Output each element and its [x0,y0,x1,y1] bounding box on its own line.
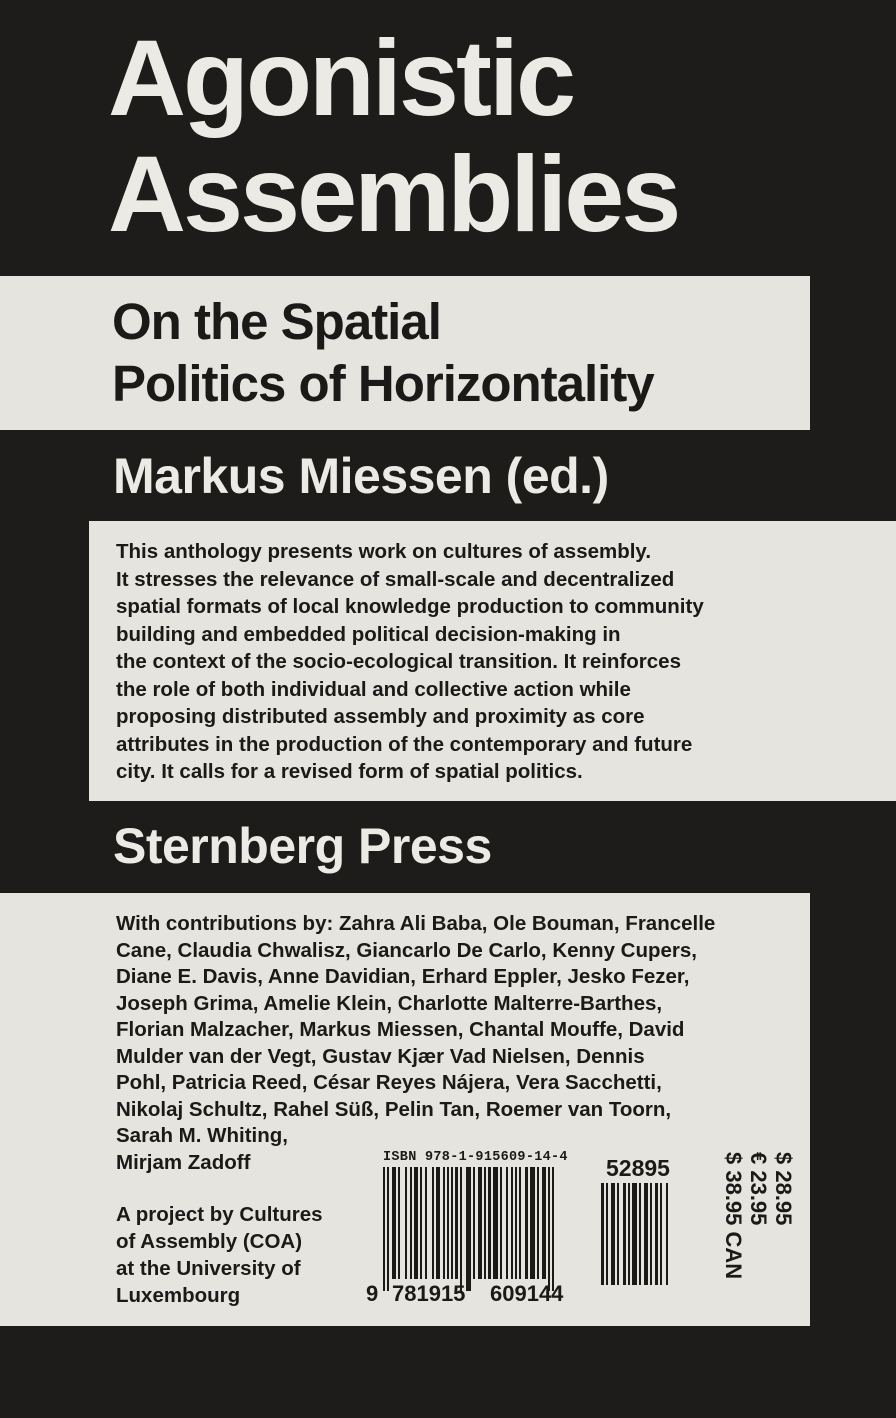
isbn-digits-left: 781915 [392,1281,466,1306]
book-title [108,17,679,254]
contributors-line: With contributions by: Zahra Ali Baba, Ole Bouman, Francelle [116,912,716,935]
blurb-line: attributes in the production of the contemporary and future [116,732,693,756]
publisher-name: Sternberg Press [113,818,492,874]
contributors-list [116,911,715,1176]
contributors-line: Nikolaj Schultz, Rahel Süß, Pelin Tan, Roemer van Toorn, [116,1097,672,1121]
project-line: at the University of [116,1257,301,1280]
contributors-line: Mulder van der Vegt, Gustav Kjær Vad Nielsen, Dennis [116,1044,645,1068]
isbn-digit-prefix: 9 [366,1281,379,1306]
subtitle-line-2: Politics of Horizontality [112,355,654,412]
contributors-line: Joseph Grima, Amelie Klein, Charlotte Malterre-Barthes, [116,991,663,1015]
blurb-line: proposing distributed assembly and proximity as core [116,705,645,728]
project-credit [116,1201,323,1309]
blurb-line: It stresses the relevance of small-scale and decentralized [116,567,675,591]
price-eur: € 23.95 [746,1152,771,1226]
contributors-line: Pohl, Patricia Reed, César Reyes Nájera, Vera Sacchetti, [116,1071,662,1094]
blurb-line: the context of the socio-ecological transition. It reinforces [116,650,681,673]
blurb-line: This anthology presents work on cultures of assembly. [116,540,652,563]
ean13-barcode-icon [383,1167,583,1293]
contributors-line: Diane E. Davis, Anne Davidian, Erhard Eppler, Jesko Fezer, [116,965,690,988]
blurb-line: building and embedded political decision-making in [116,622,621,646]
title-line-2: Assemblies [108,133,679,254]
book-subtitle [112,291,654,415]
price-addon-code: 52895 [606,1155,670,1181]
blurb-line: the role of both individual and collective action while [116,677,631,701]
subtitle-line-1: On the Spatial [112,293,441,350]
ean5-barcode-icon [601,1183,697,1285]
project-line: Luxembourg [116,1284,241,1307]
project-line: of Assembly (COA) [116,1230,303,1253]
project-line: A project by Cultures [116,1203,323,1226]
price-usd: $ 28.95 [771,1152,796,1226]
contributors-line: Florian Malzacher, Markus Miessen, Chantal Mouffe, David [116,1018,685,1041]
contributors-line: Cane, Claudia Chwalisz, Giancarlo De Carlo, Kenny Cupers, [116,938,697,962]
title-line-1: Agonistic [108,17,574,138]
blurb-line: city. It calls for a revised form of spatial politics. [116,760,583,783]
editor-name: Markus Miessen (ed.) [113,448,609,504]
price-list [721,1152,796,1279]
price-cad: $ 38.95 CAN [721,1152,746,1280]
isbn-label: ISBN 978-1-915609-14-4 [383,1150,568,1165]
isbn-digits-right: 609144 [490,1281,564,1306]
book-blurb [116,538,704,786]
contributors-line: Sarah M. Whiting, [116,1124,288,1147]
contributors-line: Mirjam Zadoff [116,1150,251,1174]
blurb-line: spatial formats of local knowledge production to community [116,595,704,618]
